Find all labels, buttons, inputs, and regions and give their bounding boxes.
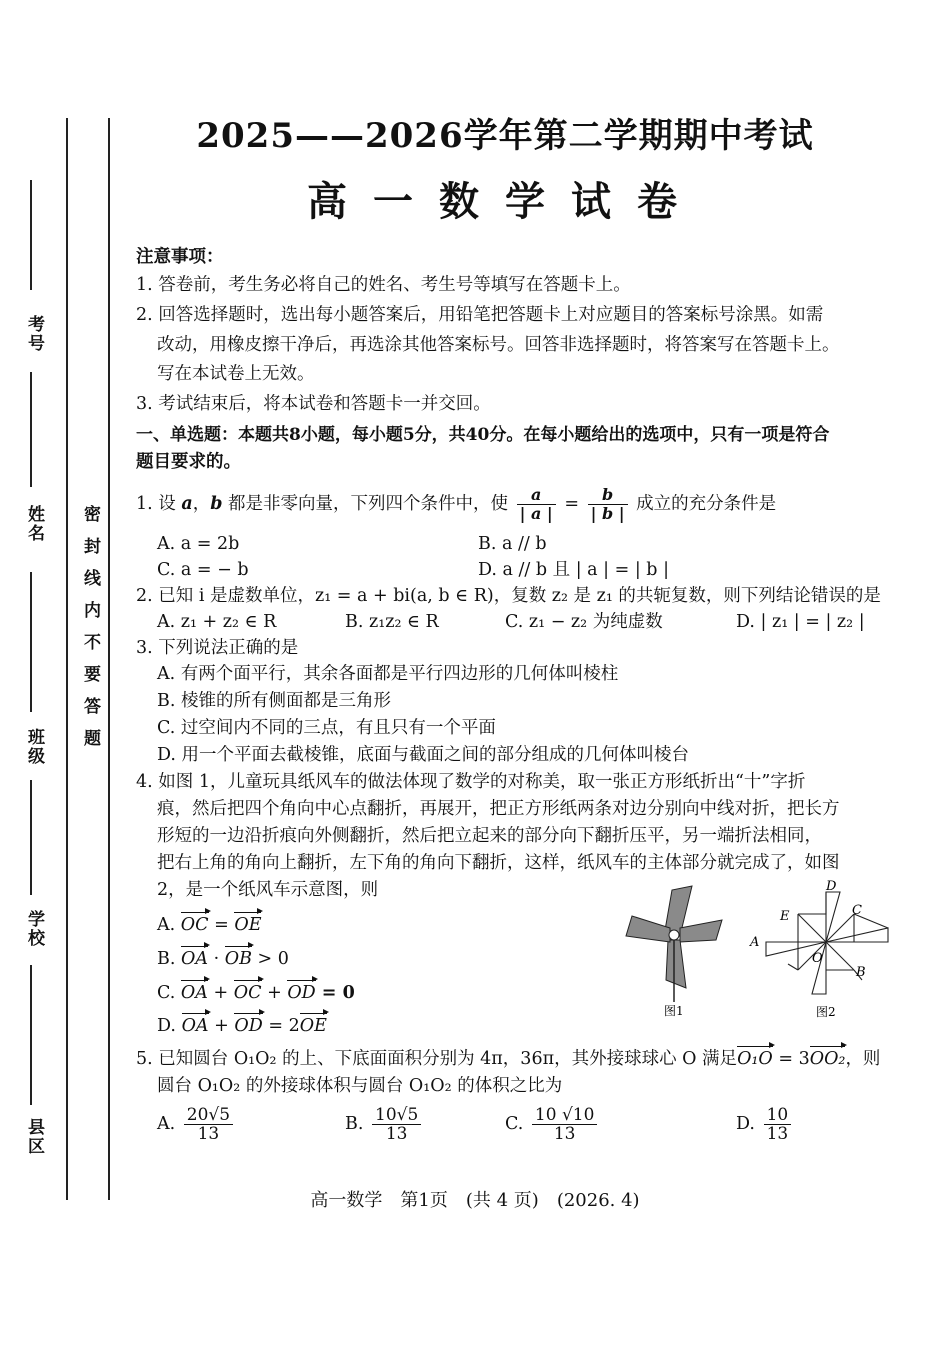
q5-vec-oo2: OO₂	[809, 1049, 846, 1069]
q3-option-d[interactable]: D. 用一个平面去截棱锥，底面与截面之间的部分组成的几何体叫棱台	[157, 745, 690, 765]
q5-option-b[interactable]	[345, 1106, 424, 1143]
q5-b-fraction	[372, 1106, 421, 1143]
notice-heading: 注意事项：	[136, 247, 224, 267]
county-label: 县区	[24, 1118, 44, 1156]
q4-d-vec3: OE	[299, 1016, 327, 1036]
name-underline	[30, 372, 32, 487]
q1-option-b[interactable]: B. a // b	[478, 534, 547, 554]
section-heading: 一、单选题：本题共8小题，每小题5分，共40分。在每小题给出的选项中，只有一项是符合	[136, 425, 830, 445]
q4-c-vec3: OD	[287, 983, 316, 1003]
q4-d-label: D.	[157, 1016, 176, 1036]
q5-d-den: 13	[766, 1124, 789, 1144]
notice-item-1: 1. 答卷前，考生务必将自己的姓名、考生号等填写在答题卡上。	[136, 275, 631, 295]
question-5-line-2: 圆台 O₁O₂ 的外接球体积与圆台 O₁O₂ 的体积之比为	[157, 1076, 563, 1096]
fig2-blade-bottom	[812, 942, 826, 994]
fig2-label-b: B	[856, 965, 866, 980]
q1-mid: 都是非零向量，下列四个条件中，使	[222, 494, 508, 514]
figure-1-caption: 图1	[664, 1004, 684, 1018]
question-1-stem	[136, 486, 776, 523]
q3-option-a[interactable]: A. 有两个面平行，其余各面都是平行四边形的几何体叫棱柱	[157, 664, 619, 684]
q4-option-a[interactable]	[157, 913, 261, 937]
question-2-stem: 2. 已知 i 是虚数单位，z₁ = a + bi(a, b ∈ R)，复数 z₂ 是 z₁ 的共轭复数，则下列结论错误的是	[136, 586, 881, 606]
q3-option-c[interactable]: C. 过空间内不同的三点，有且只有一个平面	[157, 718, 496, 738]
school-label: 学校	[24, 910, 44, 948]
notice-item-3: 3. 考试结束后，将本试卷和答题卡一并交回。	[136, 394, 491, 414]
q4-d-vec2: OD	[234, 1016, 263, 1036]
q5-eq: = 3	[772, 1049, 810, 1069]
q1-frac1-num: a	[517, 486, 556, 505]
q1-prefix: 1. 设	[136, 494, 176, 514]
question-3-stem: 3. 下列说法正确的是	[136, 638, 299, 658]
q2-option-c[interactable]: C. z₁ − z₂ 为纯虚数	[505, 612, 663, 632]
q5-line1-text: 5. 已知圆台 O₁O₂ 的上、下底面面积分别为 4π，36π，其外接球球心 O 满足	[136, 1049, 738, 1069]
q4-b-vec1: OA	[181, 949, 209, 969]
q4-c-op2: +	[267, 983, 282, 1003]
q1-fraction-a	[517, 486, 556, 523]
fig2-label-d: D	[826, 879, 837, 894]
q4-a-op: =	[214, 915, 229, 935]
q5-c-den: 13	[553, 1124, 576, 1144]
q5-b-den: 13	[385, 1124, 408, 1144]
q5-a-num: 20√5	[184, 1106, 233, 1125]
q5-a-fraction	[184, 1106, 233, 1143]
q4-b-op: ·	[213, 949, 220, 969]
q4-c-op: +	[213, 983, 229, 1003]
q5-option-d[interactable]	[736, 1106, 794, 1143]
q1-equals: =	[564, 494, 579, 514]
pinwheel-blade-right	[680, 920, 722, 942]
question-4-line-4: 把右上角的角向上翻折，左下角的角向下翻折，这样，纸风车的主体部分就完成了，如图	[157, 853, 840, 873]
question-4-line-5: 2，是一个纸风车示意图，则	[157, 880, 379, 900]
q1-suffix: 成立的充分条件是	[636, 494, 777, 514]
q5-b-num: 10√5	[372, 1106, 421, 1125]
q5-d-fraction	[764, 1106, 792, 1143]
fig2-label-a: A	[750, 935, 760, 950]
fig2-label-e: E	[780, 909, 790, 924]
figure-1-pinwheel	[620, 880, 730, 1020]
exam-title: 2025——2026学年第二学期期中考试	[196, 116, 814, 156]
q2-option-b[interactable]: B. z₁z₂ ∈ R	[345, 612, 439, 632]
q1-var-b: b	[210, 494, 223, 514]
q1-comma: ，	[192, 494, 211, 514]
q5-d-label: D.	[736, 1114, 755, 1134]
section-heading-cont: 题目要求的。	[136, 452, 241, 472]
notice-item-2-cont2: 写在本试卷上无效。	[157, 364, 315, 384]
name-label: 姓名	[24, 505, 44, 543]
q5-b-label: B.	[345, 1114, 364, 1134]
q5-a-den: 13	[197, 1124, 220, 1144]
q4-c-label: C.	[157, 983, 176, 1003]
exam-number-label: 考号	[24, 315, 44, 353]
q5-option-c[interactable]	[505, 1106, 600, 1143]
q2-option-d[interactable]: D. | z₁ | = | z₂ |	[736, 612, 865, 632]
binding-line-outer	[66, 118, 68, 1200]
q5-c-num: 10 √10	[532, 1106, 598, 1125]
figure-2-caption: 图2	[816, 1005, 836, 1019]
q4-b-rest: > 0	[251, 949, 289, 969]
q5-a-label: A.	[157, 1114, 176, 1134]
pinwheel-center	[669, 930, 679, 940]
class-label: 班级	[24, 728, 44, 766]
q5-line1-end: ，则	[845, 1049, 881, 1069]
question-5-line-1	[136, 1047, 880, 1071]
question-4-line-2: 痕，然后把四个角向中心点翻折，再展开，把正方形纸两条对边分别向中线对折，把长方	[157, 799, 840, 819]
q1-frac2-den: | b |	[590, 504, 625, 523]
q4-d-vec1: OA	[181, 1016, 209, 1036]
binding-line-inner	[108, 118, 110, 1200]
q4-b-vec2: OB	[224, 949, 252, 969]
q4-option-c[interactable]	[157, 981, 355, 1005]
q4-c-rest: = 0	[315, 983, 355, 1003]
pinwheel-blade-left	[626, 916, 670, 942]
q4-a-vec1: OC	[180, 915, 209, 935]
page-footer: 高一数学 第1页 (共 4 页) (2026. 4)	[310, 1190, 640, 1211]
notice-item-2-cont: 改动，用橡皮擦干净后，再选涂其他答案标号。回答非选择题时，将答案写在答题卡上。	[157, 335, 840, 355]
school-underline	[30, 780, 32, 895]
q1-option-c[interactable]: C. a = − b	[157, 560, 249, 580]
question-4-line-3: 形短的一边沿折痕向外侧翻折，然后把立起来的部分向下翻折压平，另一端折法相同，	[157, 826, 822, 846]
q5-option-a[interactable]	[157, 1106, 236, 1143]
figure-2-pinwheel-diagram	[742, 876, 902, 1021]
q5-d-num: 10	[764, 1106, 792, 1125]
county-underline	[30, 965, 32, 1105]
q3-option-b[interactable]: B. 棱锥的所有侧面都是三角形	[157, 691, 391, 711]
q4-b-label: B.	[157, 949, 176, 969]
fig2-blade-right	[826, 928, 888, 942]
q2-option-a[interactable]: A. z₁ + z₂ ∈ R	[157, 612, 277, 632]
pinwheel-blade-bottom	[666, 940, 686, 988]
q4-a-label: A.	[157, 915, 176, 935]
q4-c-vec2: OC	[233, 983, 262, 1003]
q4-d-op: +	[214, 1016, 229, 1036]
q5-vec-o1o: O₁O	[737, 1049, 773, 1069]
q4-option-d[interactable]	[157, 1014, 327, 1038]
q4-c-vec1: OA	[180, 983, 208, 1003]
q1-fraction-b	[588, 486, 628, 523]
q1-frac1-den: | a |	[519, 504, 553, 523]
q1-option-d[interactable]: D. a // b 且 | a | = | b |	[478, 560, 669, 580]
q4-option-b[interactable]	[157, 947, 289, 971]
q1-option-a[interactable]: A. a = 2b	[157, 534, 240, 554]
q4-d-rest: = 2	[262, 1016, 300, 1036]
fig2-label-c: C	[852, 903, 862, 918]
notice-item-2: 2. 回答选择题时，选出每小题答案后，用铅笔把答题卡上对应题目的答案标号涂黑。如需	[136, 305, 824, 325]
exam-subtitle: 高一数学试卷	[307, 178, 703, 225]
question-4-line-1: 4. 如图 1，儿童玩具纸风车的做法体现了数学的对称美，取一张正方形纸折出“十”字折	[136, 772, 806, 792]
q4-a-vec2: OE	[234, 915, 262, 935]
q1-var-a: a	[181, 494, 193, 514]
class-underline	[30, 572, 32, 712]
fig2-label-o: O	[812, 951, 823, 966]
q5-c-fraction	[532, 1106, 598, 1143]
q5-c-label: C.	[505, 1114, 524, 1134]
q1-frac2-num: b	[588, 486, 628, 505]
seal-line-notice: 密封线内不要答题	[80, 505, 100, 761]
